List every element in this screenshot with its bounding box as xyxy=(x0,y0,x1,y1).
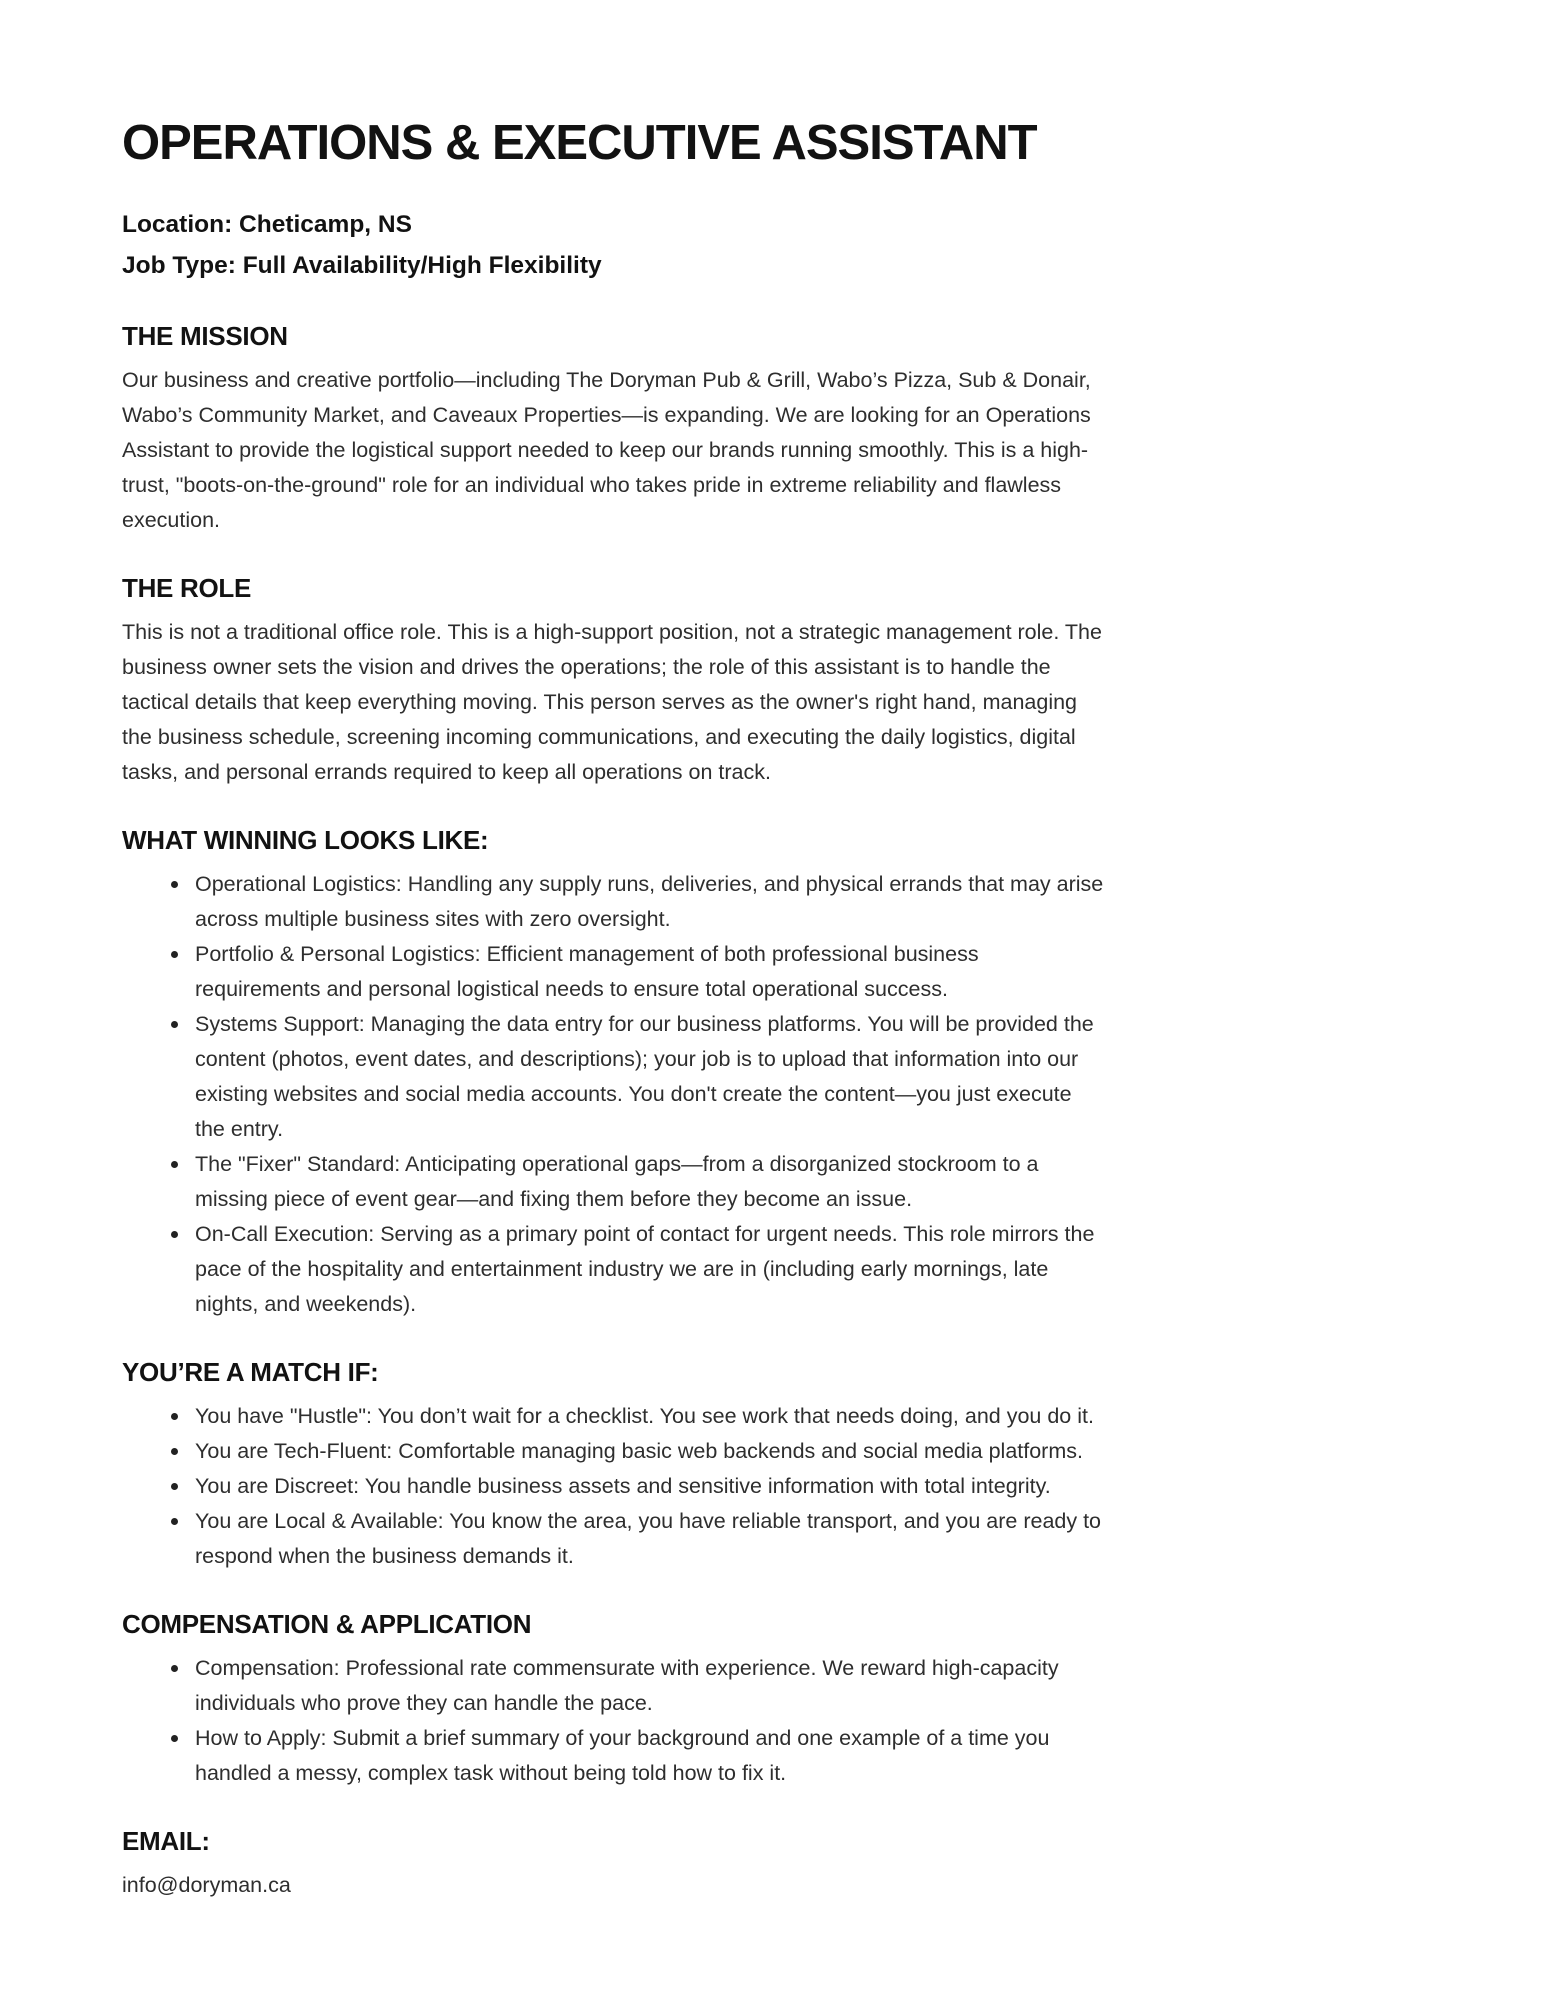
mission-heading: THE MISSION xyxy=(122,321,288,351)
email-address: info@doryman.ca xyxy=(122,1873,291,1897)
job-title: OPERATIONS & EXECUTIVE ASSISTANT xyxy=(122,116,1037,170)
winning-heading: WHAT WINNING LOOKS LIKE: xyxy=(122,825,489,855)
job-type-line: Job Type: Full Availability/High Flexibility xyxy=(122,252,602,279)
list-item: You are Tech-Fluent: Comfortable managing basic web backends and social media platforms. xyxy=(195,1434,1105,1469)
list-item: You are Local & Available: You know the area, you have reliable transport, and you are ready to respond when the business demands it. xyxy=(195,1504,1105,1574)
match-list xyxy=(122,1399,1105,1574)
winning-list xyxy=(122,867,1105,1322)
list-item: The "Fixer" Standard: Anticipating operational gaps—from a disorganized stockroom to a missing piece of event gear—and fixing them before they become an issue. xyxy=(195,1147,1105,1217)
role-body: This is not a traditional office role. This is a high-support position, not a strategic management role. The business owner sets the vision and drives the operations; the role of this assistant is to handle the tactical details that keep everything moving. This person serves as the owner's right hand, managing the business schedule, screening incoming communications, and executing the daily logistics, digital tasks, and personal errands required to keep all operations on track. xyxy=(122,620,1102,784)
list-item: Systems Support: Managing the data entry for our business platforms. You will be provided the content (photos, event dates, and descriptions); your job is to upload that information into our existing websites and social media accounts. You don't create the content—you just execute the entry. xyxy=(195,1007,1105,1147)
location-line: Location: Cheticamp, NS xyxy=(122,211,412,238)
email-heading: EMAIL: xyxy=(122,1826,210,1856)
list-item: On-Call Execution: Serving as a primary point of contact for urgent needs. This role mirrors the pace of the hospitality and entertainment industry we are in (including early mornings, late nights, and weekends). xyxy=(195,1217,1105,1322)
match-heading: YOU’RE A MATCH IF: xyxy=(122,1357,379,1387)
mission-body: Our business and creative portfolio—including The Doryman Pub & Grill, Wabo’s Pizza, Sub & Donair, Wabo’s Community Market, and Caveaux Properties—is expanding. We are looking for an Operations Assistant to provide the logistical support needed to keep our brands running smoothly. This is a high-trust, "boots-on-the-ground" role for an individual who takes pride in extreme reliability and flawless execution. xyxy=(122,368,1091,532)
list-item: You have "Hustle": You don’t wait for a checklist. You see work that needs doing, and you do it. xyxy=(195,1399,1105,1434)
role-heading: THE ROLE xyxy=(122,573,252,603)
list-item: How to Apply: Submit a brief summary of your background and one example of a time you handled a messy, complex task without being told how to fix it. xyxy=(195,1721,1105,1791)
compensation-list xyxy=(122,1651,1105,1791)
list-item: Compensation: Professional rate commensurate with experience. We reward high-capacity individuals who prove they can handle the pace. xyxy=(195,1651,1105,1721)
list-item: Portfolio & Personal Logistics: Efficient management of both professional business requirements and personal logistical needs to ensure total operational success. xyxy=(195,937,1105,1007)
list-item: You are Discreet: You handle business assets and sensitive information with total integrity. xyxy=(195,1469,1105,1504)
compensation-heading: COMPENSATION & APPLICATION xyxy=(122,1609,532,1639)
list-item: Operational Logistics: Handling any supply runs, deliveries, and physical errands that may arise across multiple business sites with zero oversight. xyxy=(195,867,1105,937)
